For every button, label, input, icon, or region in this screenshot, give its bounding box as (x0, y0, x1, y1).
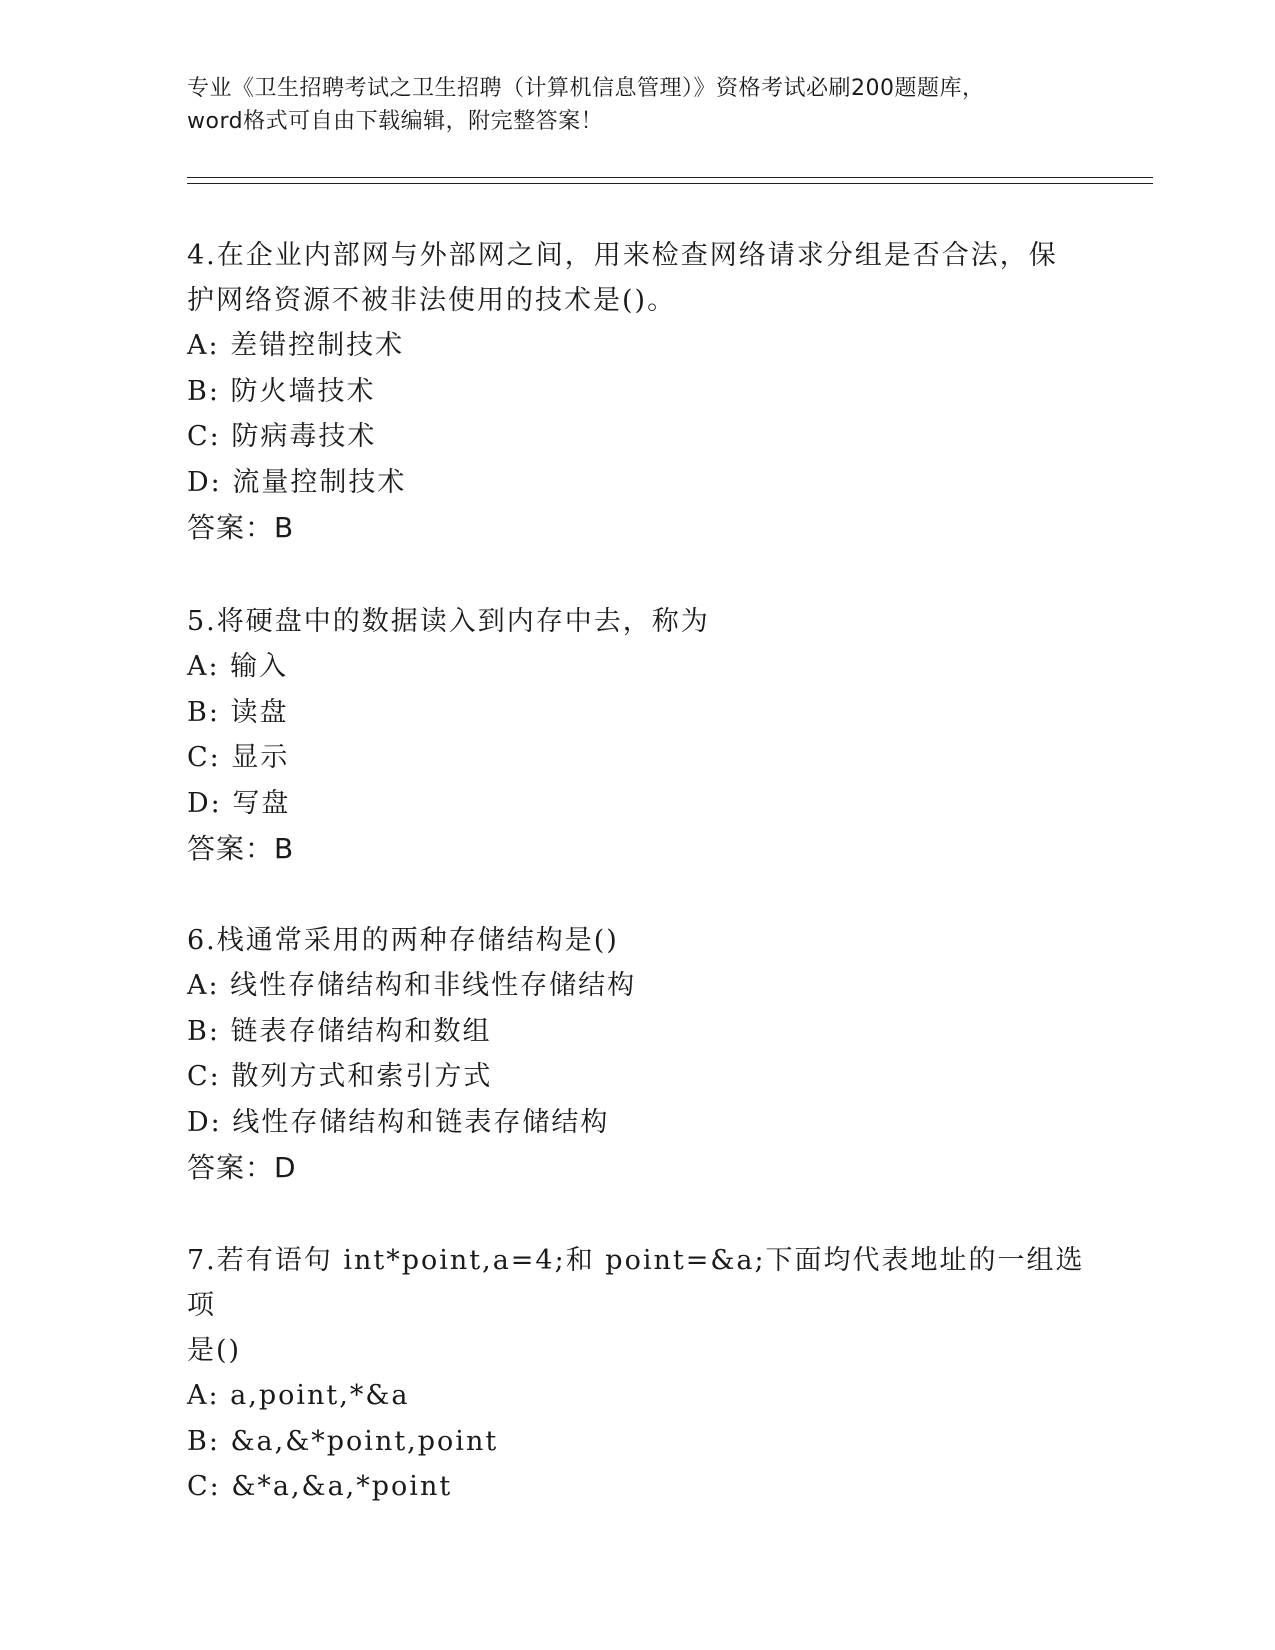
option-c: C: 散列方式和索引方式 (187, 1061, 493, 1092)
header-divider-top (187, 177, 1153, 178)
option-c: C: &*a,&a,*point (187, 1471, 453, 1502)
question-6 (187, 918, 1087, 1190)
question-stem-line: 7.若有语句 int*point,a=4;和 point=&a;下面均代表地址的一组选项 (187, 1245, 1085, 1321)
option-b: B: 读盘 (187, 696, 289, 728)
question-stem-line: 5.将硬盘中的数据读入到内存中去，称为 (187, 606, 710, 637)
option-d: D: 线性存储结构和链表存储结构 (187, 1106, 610, 1138)
option-b: B: 防火墙技术 (187, 375, 376, 407)
header-line-1: 专业《卫生招聘考试之卫生招聘（计算机信息管理）》资格考试必刷200题题库， (187, 76, 985, 101)
option-a: A: 线性存储结构和非线性存储结构 (187, 970, 637, 1001)
option-a: A: 输入 (187, 651, 289, 682)
document-header (187, 72, 1087, 138)
header-divider-bottom (187, 183, 1153, 184)
option-d: D: 流量控制技术 (187, 466, 407, 498)
option-b: B: &a,&*point,point (187, 1425, 499, 1457)
option-c: C: 防病毒技术 (187, 421, 377, 452)
question-stem-line: 护网络资源不被非法使用的技术是()。 (187, 285, 677, 316)
question-4 (187, 233, 1087, 550)
question-5 (187, 599, 1087, 871)
option-d: D: 写盘 (187, 787, 291, 819)
option-a: A: a,point,*&a (187, 1380, 410, 1411)
option-a: A: 差错控制技术 (187, 330, 405, 361)
question-stem-line: 是() (187, 1335, 242, 1366)
header-line-2: word格式可自由下载编辑，附完整答案！ (187, 109, 604, 134)
answer: 答案：D (187, 1151, 297, 1184)
answer: 答案：B (187, 511, 295, 544)
option-b: B: 链表存储结构和数组 (187, 1015, 492, 1047)
question-stem-line: 4.在企业内部网与外部网之间，用来检查网络请求分组是否合法，保 (187, 240, 1058, 271)
option-c: C: 显示 (187, 742, 290, 773)
question-stem-line: 6.栈通常采用的两种存储结构是() (187, 925, 619, 956)
question-7 (187, 1238, 1087, 1510)
answer: 答案：B (187, 832, 295, 865)
